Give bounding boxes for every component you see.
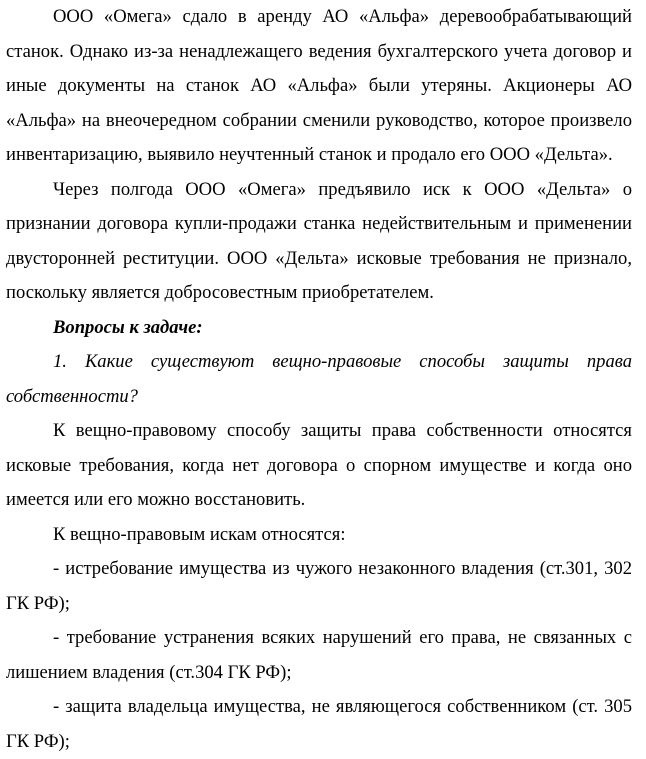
paragraph-case-facts: ООО «Омега» сдало в аренду АО «Альфа» деревообрабатывающий станок. Однако из-за ненадлежащего ведения бухгалтерского учета договор и иные документы на станок АО «Альфа» были утеряны. Акционеры АО «Альфа» на внеочередном собрании сменили руководство, которое произвело инвентаризацию, выявило неучтенный станок и продало его ООО «Дельта». [6, 6, 632, 165]
list-item: - требование устранения всяких нарушений его права, не связанных с лишением владения (ст.304 ГК РФ); [6, 627, 632, 683]
questions-heading: Вопросы к задаче: [53, 316, 203, 338]
list-item: - защита владельца имущества, не являющегося собственником (ст. 305 ГК РФ); [6, 696, 632, 752]
document-page [6, 0, 632, 759]
paragraph-lawsuit: Через полгода ООО «Омега» предъявило иск к ООО «Дельта» о признании договора купли-продажи станка недействительным и применении двусторонней реституции. ООО «Дельта» исковые требования не признало, поскольку является добросовестным приобретателем. [6, 178, 632, 303]
question-1: 1. Какие существуют вещно-правовые способы защиты права собственности? [6, 351, 632, 407]
answer-paragraph: К вещно-правовому способу защиты права собственности относятся исковые требования, когда нет договора о спорном имуществе и когда оно имеется или его можно восстановить. [6, 420, 632, 510]
list-intro: К вещно-правовым искам относятся: [53, 523, 346, 545]
list-item: - истребование имущества из чужого незаконного владения (ст.301, 302 ГК РФ); [6, 558, 632, 614]
